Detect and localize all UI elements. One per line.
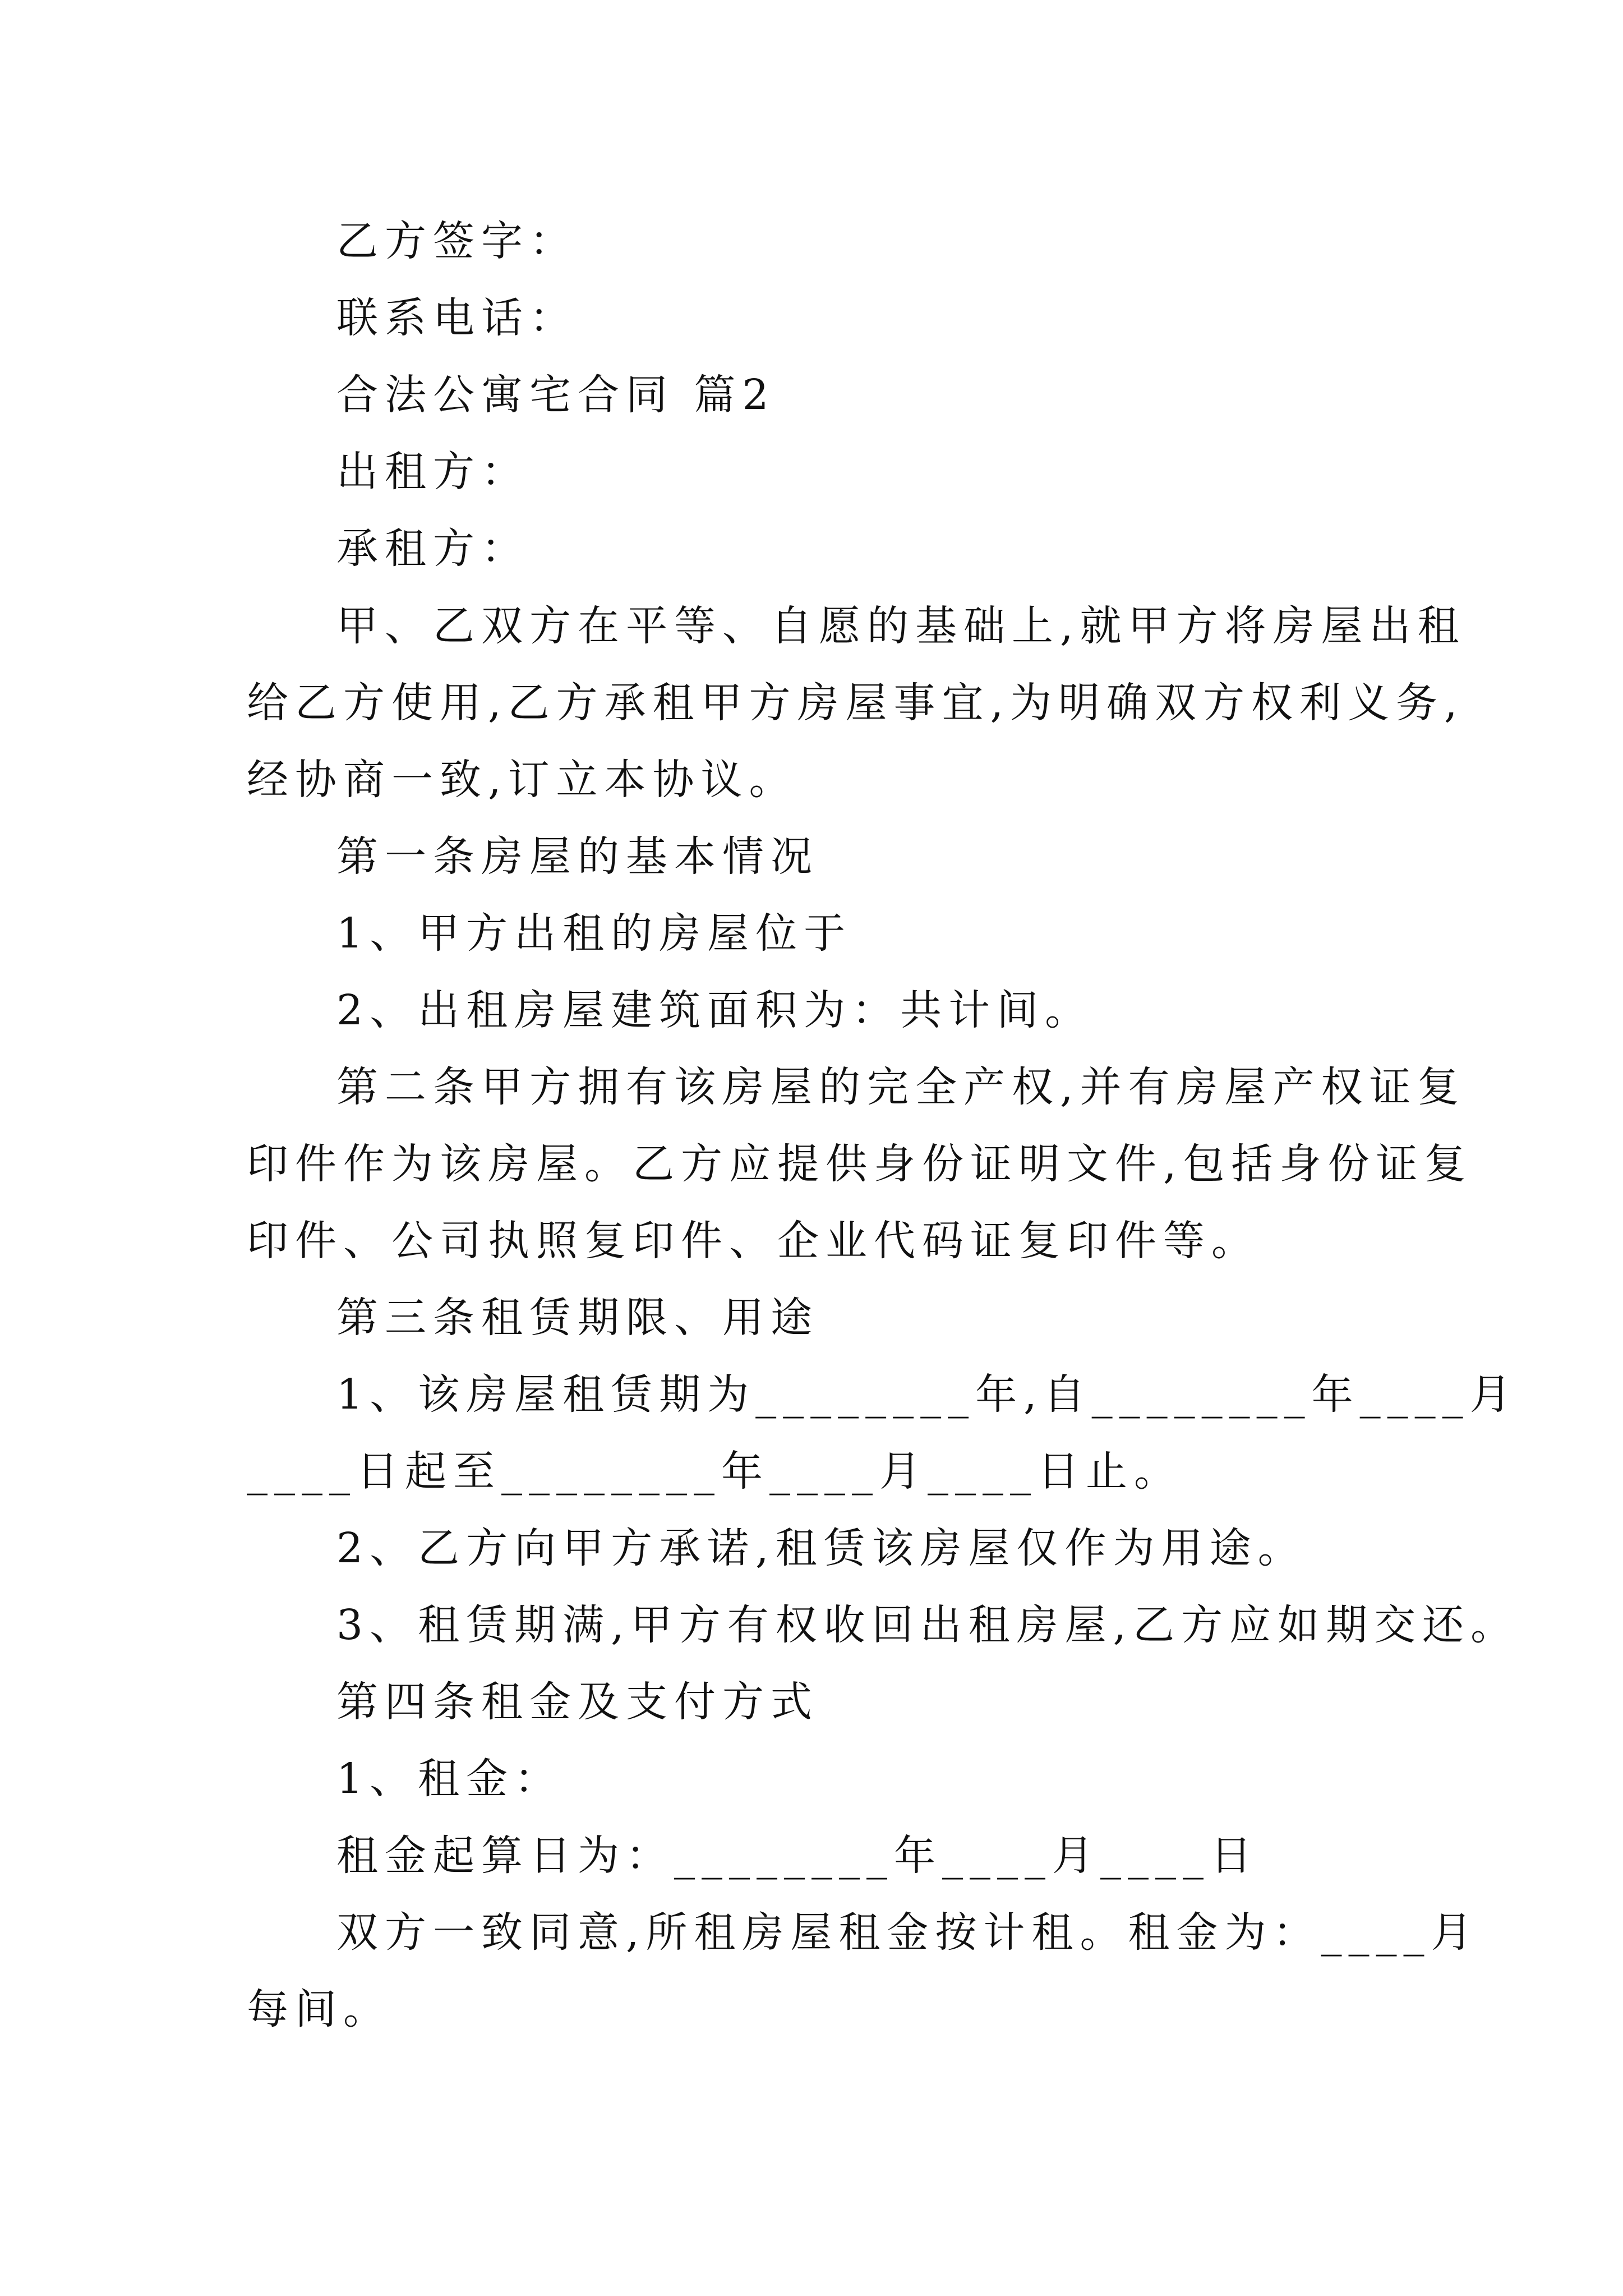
article-heading: 第一条房屋的基本情况 [336, 832, 819, 881]
lessor-label: 出租方： [336, 448, 529, 496]
clause-line: 双方一致同意,所租房屋租金按计租。租金为：____月 [336, 1908, 1479, 1957]
contact-phone-label: 联系电话： [336, 294, 578, 342]
section-title: 合法公寓宅合同 篇2 [336, 371, 776, 419]
paragraph-line: 印件作为该房屋。乙方应提供身份证明文件,包括身份证复 [247, 1140, 1473, 1188]
lessee-label: 承租方： [336, 524, 529, 573]
clause-line: 1、甲方出租的房屋位于 [336, 909, 852, 958]
clause-line: ____日起至________年____月____日止。 [247, 1447, 1182, 1496]
paragraph-line: 给乙方使用,乙方承租甲方房屋事宜,为明确双方权利义务, [247, 679, 1464, 727]
article-heading: 第四条租金及支付方式 [336, 1678, 819, 1726]
clause-line: 1、租金： [336, 1755, 563, 1803]
paragraph-line: 第二条甲方拥有该房屋的完全产权,并有房屋产权证复 [336, 1063, 1466, 1111]
clause-line: 每间。 [247, 1985, 391, 2033]
clause-line: 2、出租房屋建筑面积为：共计间。 [336, 986, 1094, 1034]
clause-line: 2、乙方向甲方承诺,租赁该房屋仅作为用途。 [336, 1524, 1306, 1572]
paragraph-line: 印件、公司执照复印件、企业代码证复印件等。 [247, 1217, 1260, 1265]
clause-line: 租金起算日为：________年____月____日 [336, 1832, 1258, 1880]
clause-line: 1、该房屋租赁期为________年,自________年____月 [336, 1370, 1518, 1419]
clause-line: 3、租赁期满,甲方有权收回出租房屋,乙方应如期交还。 [336, 1601, 1519, 1649]
paragraph-line: 甲、乙双方在平等、自愿的基础上,就甲方将房屋出租 [336, 602, 1466, 650]
article-heading: 第三条租赁期限、用途 [336, 1294, 819, 1342]
paragraph-line: 经协商一致,订立本协议。 [247, 756, 797, 804]
party-b-signature-label: 乙方签字： [336, 217, 578, 265]
